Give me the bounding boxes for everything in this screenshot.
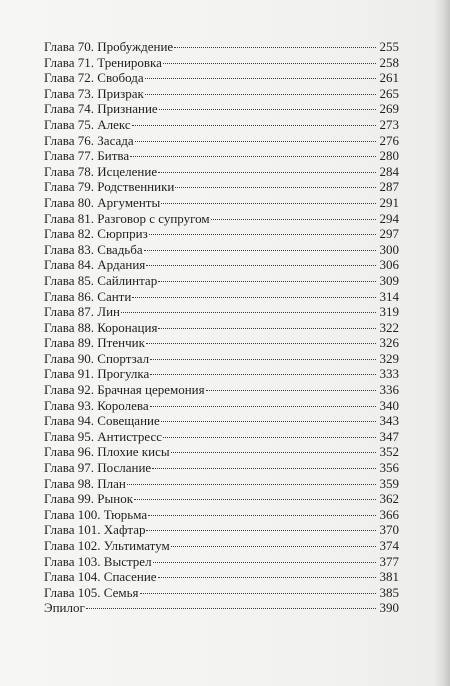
toc-entry <box>44 491 399 507</box>
toc-entry <box>44 101 399 117</box>
toc-entry <box>44 351 399 367</box>
toc-entry-title: Глава 75. Алекс <box>44 116 131 132</box>
toc-entry-title: Глава 93. Королева <box>44 397 149 413</box>
toc-leader-dots <box>132 125 376 126</box>
toc-leader-dots <box>211 219 376 220</box>
toc-leader-dots <box>152 468 376 469</box>
toc-entry <box>44 507 399 523</box>
toc-entry <box>44 148 399 164</box>
toc-entry-page-number: 258 <box>379 54 399 70</box>
toc-entry-page-number: 284 <box>379 163 399 179</box>
toc-leader-dots <box>150 359 376 360</box>
toc-leader-dots <box>135 141 376 142</box>
toc-entry-title: Глава 99. Рынок <box>44 491 134 507</box>
toc-entry <box>44 600 399 616</box>
toc-leader-dots <box>127 484 376 485</box>
toc-entry-page-number: 269 <box>379 101 399 117</box>
toc-leader-dots <box>144 250 376 251</box>
toc-entry-page-number: 352 <box>379 444 399 460</box>
toc-entry-title: Глава 90. Спортзал <box>44 350 150 366</box>
toc-entry <box>44 320 399 336</box>
toc-entry <box>44 382 399 398</box>
toc-entry <box>44 133 399 149</box>
toc-entry-title: Глава 82. Сюрприз <box>44 226 148 242</box>
toc-entry <box>44 273 399 289</box>
toc-entry-title: Глава 85. Сайлинтар <box>44 272 158 288</box>
toc-entry <box>44 70 399 86</box>
toc-entry-page-number: 261 <box>379 70 399 86</box>
toc-entry <box>44 226 399 242</box>
toc-entry <box>44 476 399 492</box>
toc-entry <box>44 398 399 414</box>
toc-entry-title: Глава 74. Признание <box>44 101 158 117</box>
toc-entry-page-number: 300 <box>379 241 399 257</box>
table-of-contents <box>44 39 399 616</box>
toc-entry-title: Глава 83. Свадьба <box>44 241 143 257</box>
toc-entry-title: Глава 102. Ультиматум <box>44 538 170 553</box>
toc-entry <box>44 522 399 538</box>
toc-entry-page-number: 390 <box>379 600 399 616</box>
toc-entry <box>44 117 399 133</box>
toc-leader-dots <box>161 203 376 204</box>
toc-leader-dots <box>159 109 376 110</box>
toc-leader-dots <box>171 452 376 453</box>
toc-entry-title: Глава 77. Битва <box>44 148 130 164</box>
toc-entry-title: Глава 88. Коронация <box>44 319 158 335</box>
toc-leader-dots <box>145 78 376 79</box>
toc-entry-page-number: 309 <box>379 272 399 288</box>
toc-entry-page-number: 280 <box>379 148 399 164</box>
toc-entry-title: Глава 81. Разговор с супругом <box>44 210 210 226</box>
toc-entry-title: Глава 87. Лин <box>44 304 121 320</box>
toc-entry <box>44 304 399 320</box>
toc-entry-page-number: 362 <box>379 491 399 507</box>
toc-entry-page-number: 347 <box>379 428 399 444</box>
toc-entry-title: Глава 70. Пробуждение <box>44 39 174 54</box>
toc-entry-title: Глава 72. Свобода <box>44 70 144 86</box>
toc-entry-title: Глава 96. Плохие кисы <box>44 444 170 460</box>
toc-leader-dots <box>146 343 376 344</box>
toc-entry <box>44 164 399 180</box>
toc-entry-title: Глава 76. Засада <box>44 132 134 148</box>
toc-entry-page-number: 377 <box>379 553 399 569</box>
toc-entry-title: Глава 89. Птенчик <box>44 335 145 351</box>
toc-entry-page-number: 374 <box>379 538 399 553</box>
toc-entry-page-number: 329 <box>379 350 399 366</box>
toc-entry-page-number: 294 <box>379 210 399 226</box>
toc-entry <box>44 335 399 351</box>
toc-entry-page-number: 322 <box>379 319 399 335</box>
toc-entry-page-number: 297 <box>379 226 399 242</box>
toc-entry-page-number: 273 <box>379 116 399 132</box>
toc-leader-dots <box>130 156 376 157</box>
toc-entry-title: Глава 92. Брачная церемония <box>44 382 205 398</box>
toc-entry-page-number: 319 <box>379 304 399 320</box>
toc-leader-dots <box>158 328 376 329</box>
toc-entry <box>44 257 399 273</box>
toc-entry-title: Глава 86. Санти <box>44 288 132 304</box>
toc-entry <box>44 39 399 55</box>
toc-entry-page-number: 381 <box>379 569 399 585</box>
toc-entry <box>44 179 399 195</box>
toc-leader-dots <box>163 63 376 64</box>
toc-entry-page-number: 356 <box>379 460 399 476</box>
toc-leader-dots <box>86 608 376 609</box>
toc-entry-page-number: 343 <box>379 413 399 429</box>
toc-entry <box>44 86 399 102</box>
toc-leader-dots <box>158 281 376 282</box>
toc-leader-dots <box>163 437 376 438</box>
toc-entry-title: Глава 95. Антистресс <box>44 428 163 444</box>
toc-leader-dots <box>206 390 376 391</box>
toc-entry-page-number: 336 <box>379 382 399 398</box>
toc-leader-dots <box>158 577 376 578</box>
toc-leader-dots <box>140 593 376 594</box>
toc-entry <box>44 585 399 601</box>
toc-entry-page-number: 370 <box>379 522 399 538</box>
toc-entry-title: Глава 94. Совещание <box>44 413 160 429</box>
toc-entry-title: Эпилог <box>44 600 85 616</box>
toc-entry-title: Глава 84. Ардания <box>44 257 146 273</box>
toc-entry-page-number: 340 <box>379 397 399 413</box>
toc-entry-title: Глава 80. Аргументы <box>44 194 161 210</box>
toc-leader-dots <box>175 187 376 188</box>
toc-entry-page-number: 265 <box>379 85 399 101</box>
toc-entry-page-number: 287 <box>379 179 399 195</box>
toc-entry <box>44 195 399 211</box>
toc-entry-title: Глава 101. Хафтар <box>44 522 146 538</box>
toc-leader-dots <box>153 562 376 563</box>
toc-entry <box>44 538 399 554</box>
toc-leader-dots <box>121 312 376 313</box>
toc-entry-title: Глава 71. Тренировка <box>44 54 162 70</box>
toc-leader-dots <box>149 234 376 235</box>
toc-entry-title: Глава 100. Тюрьма <box>44 506 148 522</box>
toc-leader-dots <box>145 94 376 95</box>
toc-entry-page-number: 333 <box>379 366 399 382</box>
toc-entry-page-number: 314 <box>379 288 399 304</box>
toc-entry-page-number: 326 <box>379 335 399 351</box>
toc-entry-title: Глава 103. Выстрел <box>44 553 152 569</box>
toc-entry <box>44 242 399 258</box>
toc-entry-title: Глава 97. Послание <box>44 460 152 476</box>
toc-entry-page-number: 291 <box>379 194 399 210</box>
toc-entry <box>44 55 399 71</box>
toc-leader-dots <box>150 406 376 407</box>
toc-entry-title: Глава 98. План <box>44 475 126 491</box>
toc-entry <box>44 444 399 460</box>
toc-entry-title: Глава 104. Спасение <box>44 569 157 585</box>
toc-entry-page-number: 276 <box>379 132 399 148</box>
toc-leader-dots <box>158 172 376 173</box>
toc-leader-dots <box>146 530 376 531</box>
toc-entry-page-number: 306 <box>379 257 399 273</box>
toc-leader-dots <box>146 265 376 266</box>
toc-entry <box>44 460 399 476</box>
toc-entry-title: Глава 91. Прогулка <box>44 366 150 382</box>
toc-entry <box>44 569 399 585</box>
toc-leader-dots <box>174 47 376 48</box>
toc-entry-title: Глава 73. Призрак <box>44 85 144 101</box>
toc-entry <box>44 366 399 382</box>
toc-entry-title: Глава 78. Исцеление <box>44 163 158 179</box>
toc-entry <box>44 289 399 305</box>
toc-entry-page-number: 359 <box>379 475 399 491</box>
toc-entry-page-number: 385 <box>379 584 399 600</box>
toc-leader-dots <box>148 515 376 516</box>
toc-entry <box>44 554 399 570</box>
toc-entry-page-number: 255 <box>379 39 399 54</box>
toc-leader-dots <box>134 499 376 500</box>
toc-leader-dots <box>171 546 376 547</box>
toc-entry <box>44 429 399 445</box>
toc-leader-dots <box>150 374 376 375</box>
toc-entry <box>44 413 399 429</box>
toc-leader-dots <box>132 297 376 298</box>
toc-entry-title: Глава 105. Семья <box>44 584 139 600</box>
toc-entry <box>44 211 399 227</box>
toc-leader-dots <box>161 421 376 422</box>
toc-entry-page-number: 366 <box>379 506 399 522</box>
page-edge-shadow <box>434 0 450 686</box>
toc-entry-title: Глава 79. Родственники <box>44 179 175 195</box>
